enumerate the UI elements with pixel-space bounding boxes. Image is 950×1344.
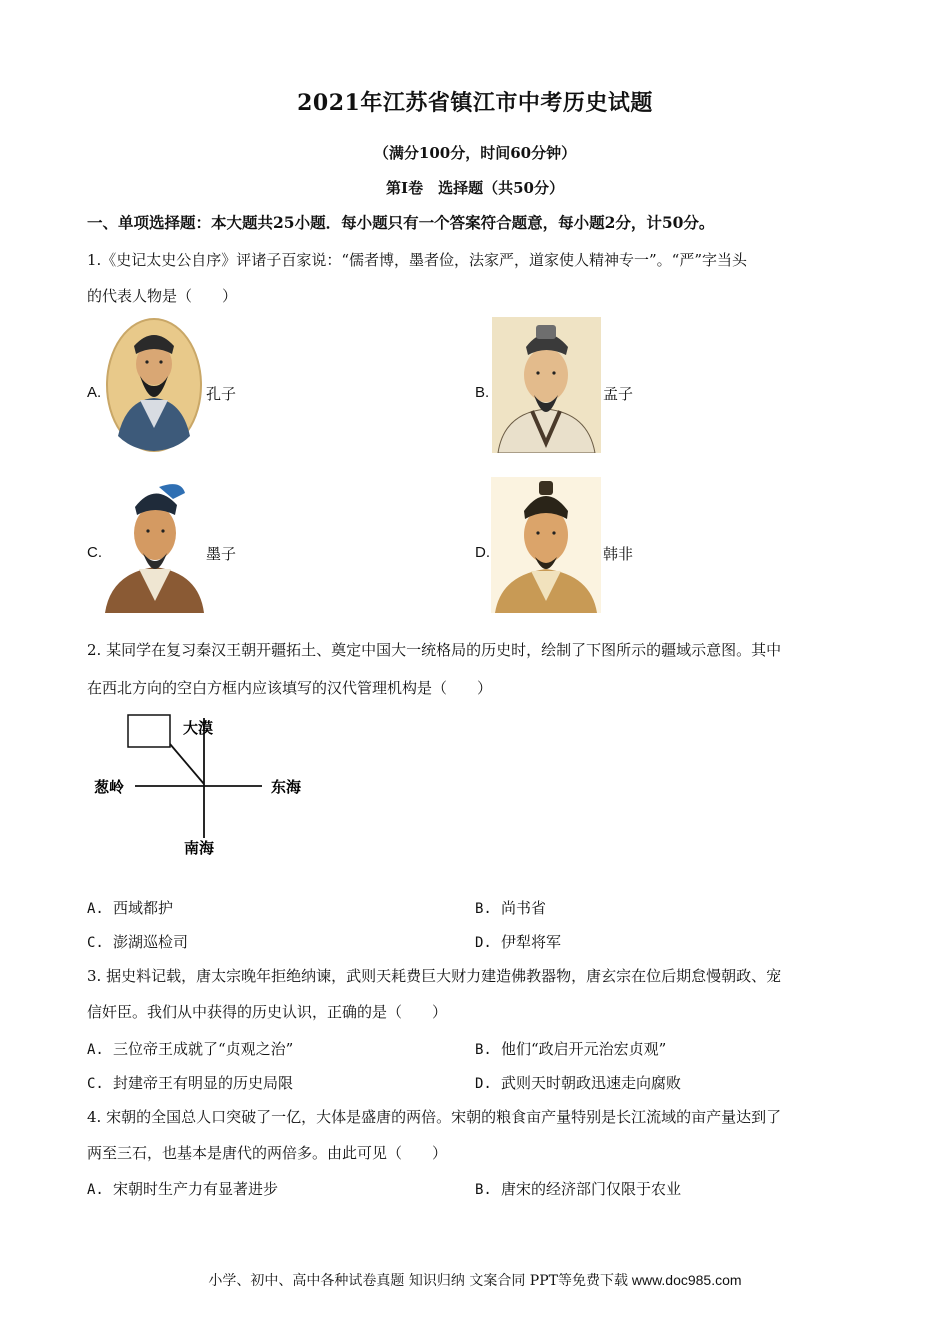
q1-option-a-key[interactable]: A. — [87, 384, 102, 401]
footer-text: 小学、初中、高中各种试卷真题 知识归纳 文案合同 PPT等免费下载 — [208, 1273, 628, 1289]
page-footer — [0, 1270, 950, 1290]
question-1-line-2: 的代表人物是（ ） — [87, 287, 238, 305]
section-heading: 一、单项选择题：本大题共25小题．每小题只有一个答案符合题意，每小题2分，计50分。 — [87, 213, 715, 232]
q3-option-a[interactable]: A. 三位帝王成就了“贞观之治” — [87, 1040, 294, 1058]
mozi-portrait — [103, 477, 206, 613]
page-title: 2021年江苏省镇江市中考历史试题 — [297, 90, 653, 116]
q3-option-d[interactable]: D. 武则天时朝政迅速走向腐败 — [475, 1074, 682, 1092]
mencius-portrait — [492, 317, 601, 453]
part-heading: 第Ⅰ卷 选择题（共50分） — [386, 179, 564, 197]
q2-option-a[interactable]: A. 西域都护 — [87, 899, 174, 917]
q1-option-d-label: 韩非 — [603, 545, 634, 563]
question-4-line-2: 两至三石，也基本是唐代的两倍多。由此可见（ ） — [87, 1144, 448, 1162]
q1-option-c-key[interactable]: C. — [87, 544, 102, 561]
confucius-portrait — [106, 318, 202, 452]
q2-option-d[interactable]: D. 伊犁将军 — [475, 933, 562, 951]
question-4-line-1: 4. 宋朝的全国总人口突破了一亿，大体是盛唐的两倍。宋朝的粮食亩产量特别是长江流域的亩产量达到了 — [87, 1108, 782, 1126]
q1-option-d-key[interactable]: D. — [475, 544, 490, 561]
label-east: 东海 — [271, 778, 302, 796]
footer-site-link[interactable]: www.doc985.com — [631, 1272, 742, 1288]
label-south: 南海 — [184, 839, 215, 857]
label-west: 葱岭 — [94, 778, 125, 796]
territory-diagram — [90, 706, 320, 866]
question-1-line-1: 1.《史记太史公自序》评诸子百家说：“儒者博，墨者俭，法家严，道家使人精神专一”。“严”字当头 — [87, 251, 747, 269]
q4-option-b[interactable]: B. 唐宋的经济部门仅限于农业 — [475, 1180, 682, 1198]
q2-option-b[interactable]: B. 尚书省 — [475, 899, 547, 917]
question-2-line-1: 2. 某同学在复习秦汉王朝开疆拓土、奠定中国大一统格局的历史时，绘制了下图所示的疆域示意图。其中 — [87, 641, 782, 659]
question-3-line-1: 3. 据史料记载，唐太宗晚年拒绝纳谏，武则天耗费巨大财力建造佛教器物，唐玄宗在位后期怠慢朝政、宠 — [87, 967, 782, 985]
q1-option-b-key[interactable]: B. — [475, 384, 490, 401]
q1-option-c-label: 墨子 — [206, 545, 237, 563]
exam-info: （满分100分，时间60分钟） — [373, 144, 577, 162]
q1-option-b-label: 孟子 — [603, 385, 634, 403]
blank-box — [128, 715, 170, 747]
label-north: 大漠 — [183, 719, 214, 737]
q4-option-a[interactable]: A. 宋朝时生产力有显著进步 — [87, 1180, 279, 1198]
q3-option-c[interactable]: C. 封建帝王有明显的历史局限 — [87, 1074, 294, 1092]
question-2-line-2: 在西北方向的空白方框内应该填写的汉代管理机构是（ ） — [87, 679, 493, 697]
question-3-line-2: 信奸臣。我们从中获得的历史认识，正确的是（ ） — [87, 1003, 448, 1021]
q1-option-a-label: 孔子 — [206, 385, 237, 403]
q2-option-c[interactable]: C. 澎湖巡检司 — [87, 933, 189, 951]
q3-option-b[interactable]: B. 他们“政启开元治宏贞观” — [475, 1040, 667, 1058]
hanfei-portrait — [491, 477, 601, 613]
